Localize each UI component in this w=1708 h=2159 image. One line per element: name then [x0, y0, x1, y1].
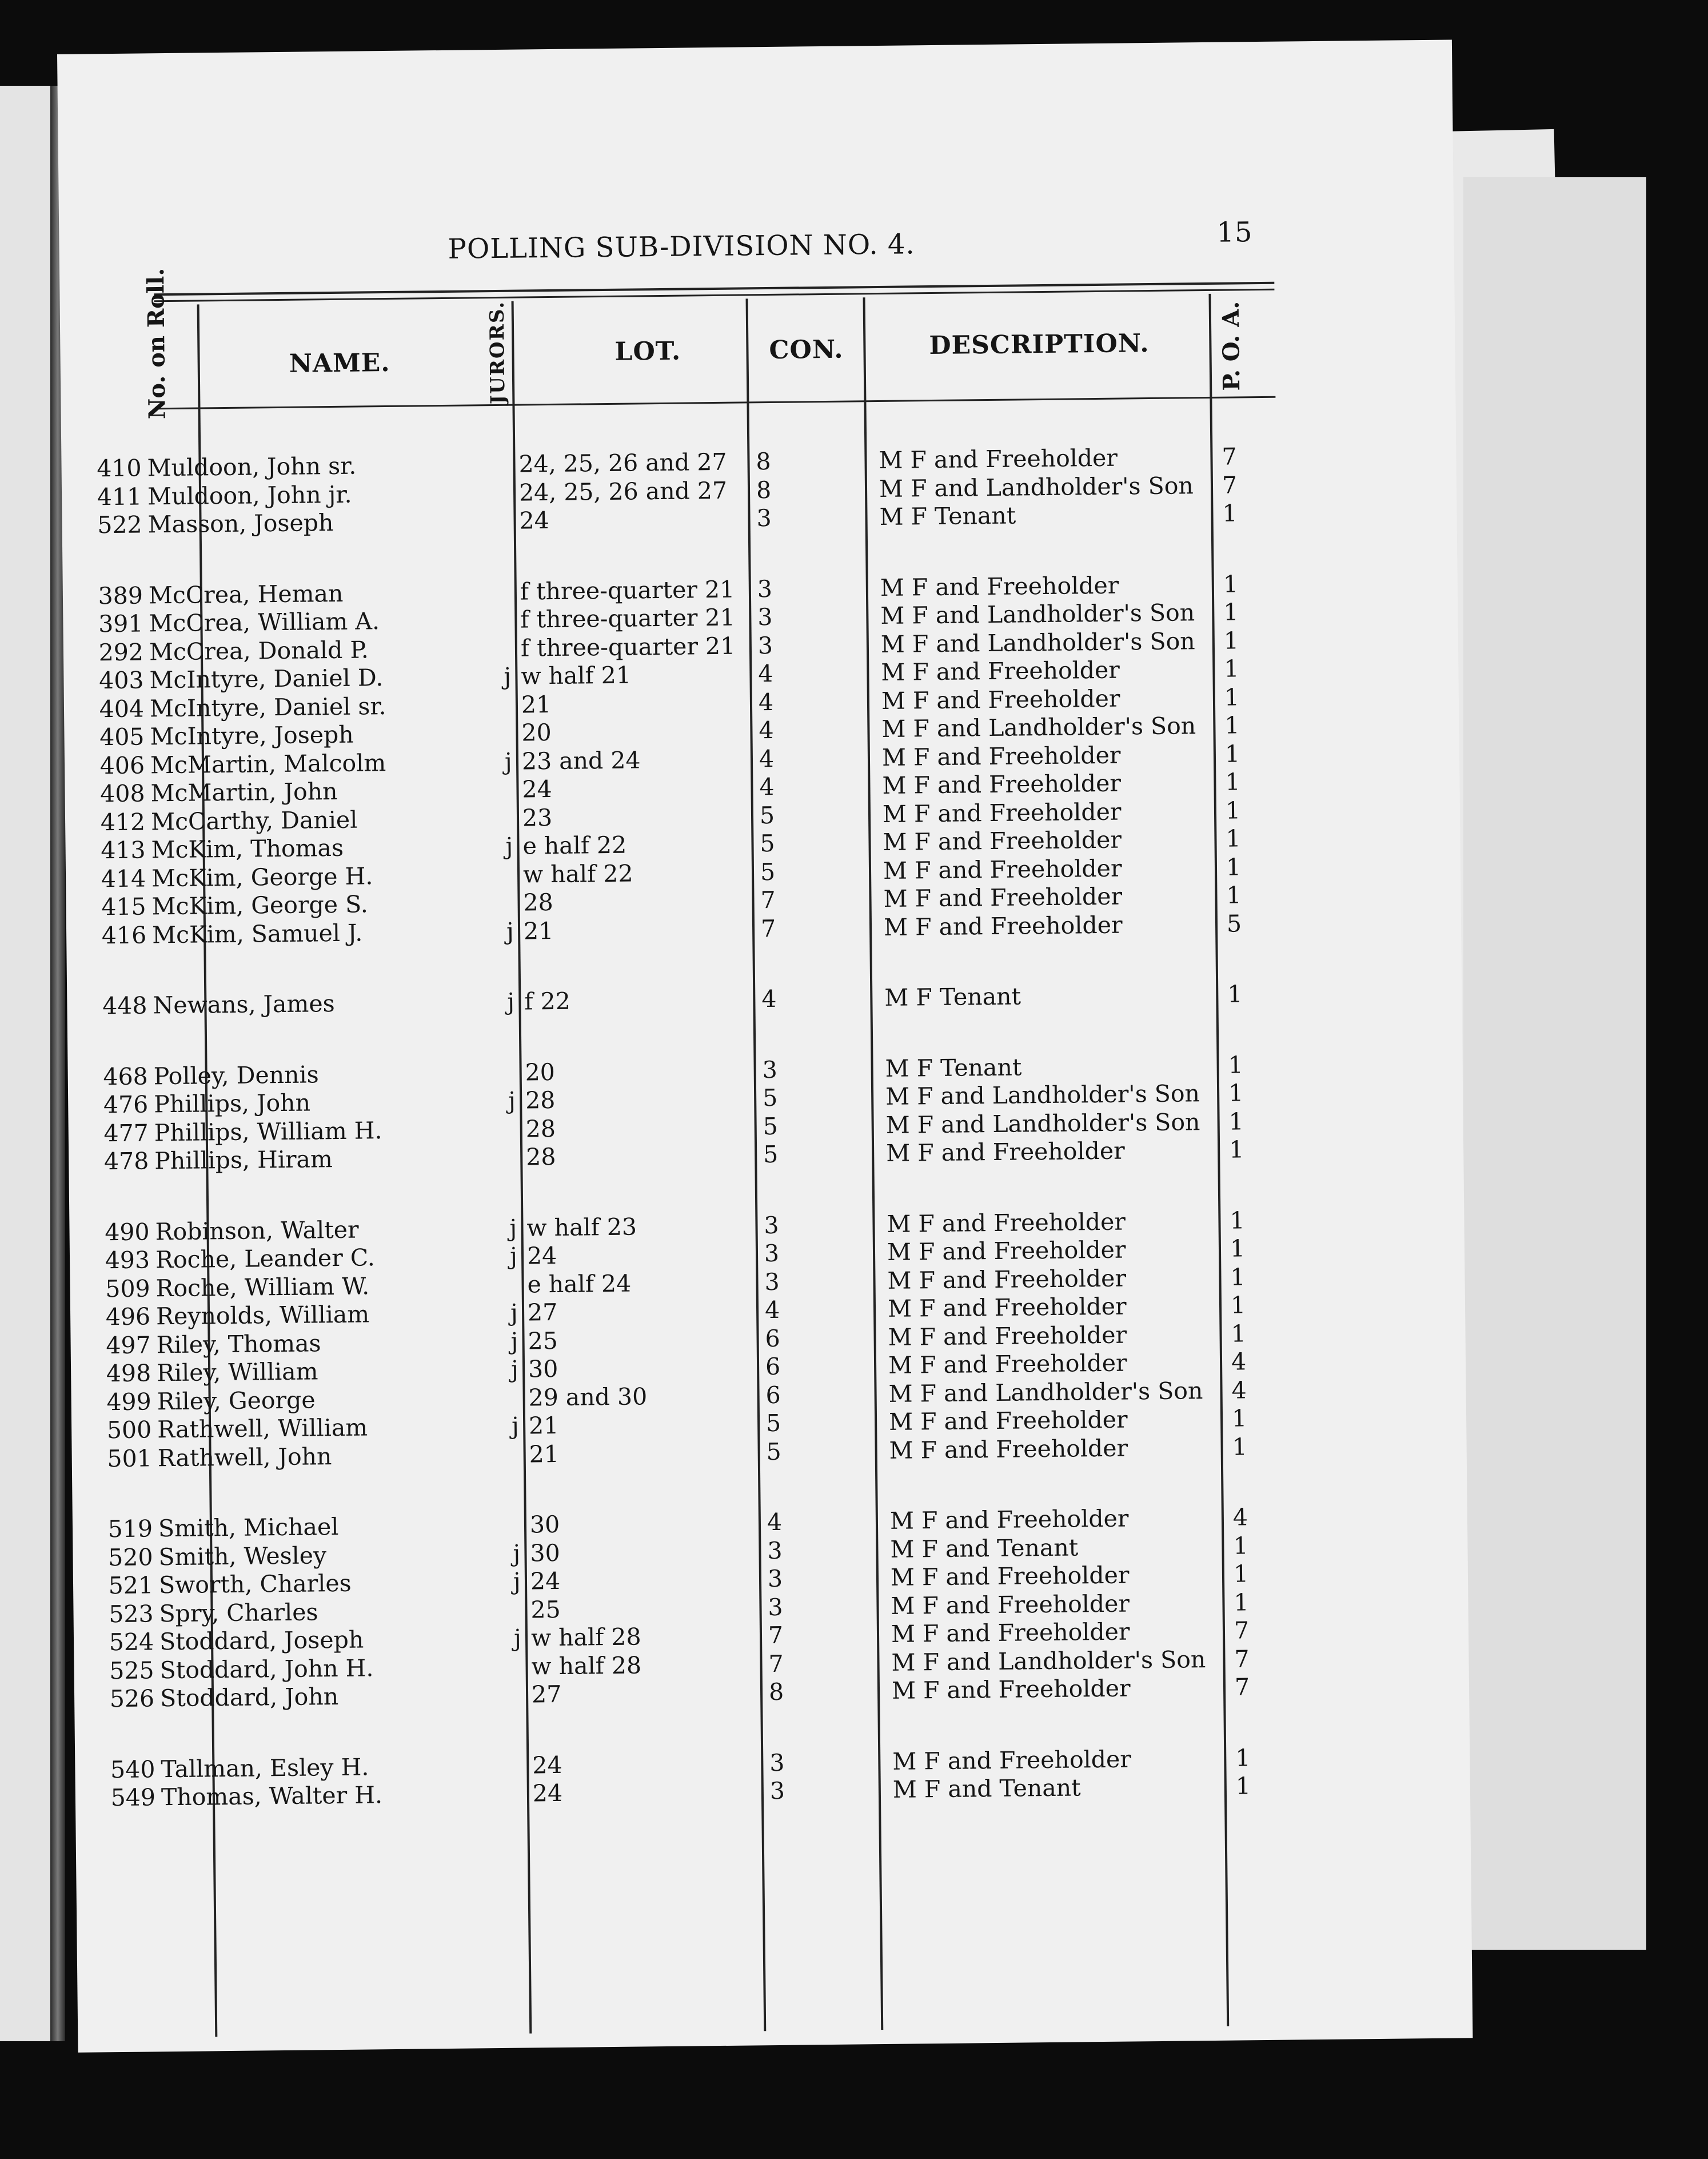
- lot: f three-quarter 21: [520, 575, 735, 606]
- roll-number: 523: [109, 1599, 154, 1628]
- roll-number: 524: [109, 1628, 154, 1656]
- concession: 5: [760, 829, 775, 858]
- description: M F and Freeholder: [888, 1321, 1127, 1351]
- poa: 1: [1228, 1136, 1244, 1164]
- juror-mark: j: [510, 1327, 518, 1355]
- concession: 3: [767, 1564, 783, 1593]
- roll-number: 526: [109, 1684, 155, 1713]
- poa: 1: [1226, 881, 1242, 909]
- roll-number: 412: [100, 807, 146, 836]
- voter-name: Stoddard, Joseph: [159, 1626, 364, 1656]
- description: M F and Freeholder: [883, 882, 1123, 913]
- poa: 7: [1234, 1673, 1250, 1701]
- roll-number: 497: [106, 1331, 151, 1359]
- document-page: [57, 39, 1472, 2052]
- poa: 7: [1222, 443, 1237, 471]
- roll-number: 501: [107, 1444, 152, 1472]
- lot: 24: [532, 1751, 562, 1779]
- voter-name: Rathwell, William: [157, 1413, 368, 1444]
- roll-number: 416: [101, 921, 147, 949]
- roll-number: 410: [97, 454, 142, 483]
- poa: 1: [1228, 1050, 1243, 1079]
- description: M F and Freeholder: [880, 571, 1119, 602]
- description: M F and Freeholder: [882, 769, 1122, 799]
- header-rule-bottom: [155, 396, 1275, 410]
- lot: 30: [528, 1355, 558, 1383]
- lot: 24: [519, 507, 550, 535]
- voter-name: Muldoon, John jr.: [147, 480, 352, 510]
- voter-name: McKim, George H.: [151, 862, 373, 892]
- juror-mark: j: [507, 987, 515, 1015]
- voter-name: McCrea, William A.: [149, 607, 380, 638]
- description: M F and Freeholder: [883, 854, 1122, 885]
- description: M F and Freeholder: [881, 741, 1121, 771]
- description: M F and Landholder's Son: [880, 627, 1195, 658]
- concession: 3: [757, 603, 773, 631]
- voter-name: McKim, George S.: [151, 890, 368, 921]
- poa: 1: [1223, 598, 1239, 626]
- poa: 1: [1233, 1560, 1249, 1588]
- description: M F and Landholder's Son: [879, 471, 1194, 503]
- description: M F and Freeholder: [891, 1674, 1131, 1704]
- voter-name: Rathwell, John: [157, 1442, 332, 1472]
- voter-name: Stoddard, John: [159, 1683, 339, 1712]
- voter-name: Riley, Thomas: [156, 1329, 321, 1359]
- lot: f 22: [524, 987, 571, 1015]
- description: M F and Landholder's Son: [891, 1645, 1206, 1676]
- voter-name: Reynolds, William: [155, 1300, 370, 1331]
- header-rule-top: [154, 282, 1274, 296]
- description: M F and Freeholder: [887, 1236, 1126, 1266]
- description: M F and Freeholder: [889, 1434, 1128, 1464]
- roll-number: 521: [108, 1571, 154, 1600]
- lot: w half 28: [531, 1651, 642, 1680]
- concession: 5: [760, 858, 776, 886]
- voter-name: Riley, William: [156, 1357, 318, 1387]
- lot: 24, 25, 26 and 27: [518, 448, 727, 478]
- concession: 7: [760, 886, 776, 914]
- lot: f three-quarter 21: [520, 632, 736, 662]
- voter-name: McKim, Samuel J.: [151, 918, 363, 949]
- concession: 4: [759, 744, 775, 772]
- column-header-poa: P. O. A.: [1217, 301, 1246, 391]
- poa: 1: [1224, 683, 1240, 711]
- poa: 1: [1233, 1531, 1248, 1560]
- lot: w half 28: [530, 1623, 641, 1652]
- header-rule-top-thin: [154, 289, 1275, 302]
- poa: 1: [1234, 1588, 1249, 1616]
- description: M F and Freeholder: [879, 444, 1118, 474]
- poa: 1: [1223, 569, 1239, 598]
- concession: 3: [764, 1211, 779, 1239]
- lot: 20: [525, 1058, 556, 1086]
- roll-number: 448: [102, 991, 147, 1020]
- concession: 8: [756, 476, 772, 504]
- voter-name: Sworth, Charles: [158, 1569, 352, 1599]
- poa: 1: [1228, 1079, 1244, 1107]
- roll-number: 476: [103, 1090, 149, 1119]
- poa: 7: [1234, 1644, 1250, 1673]
- juror-mark: j: [510, 1298, 518, 1327]
- page-number: 15: [1216, 216, 1253, 249]
- roll-number: 519: [107, 1515, 153, 1543]
- juror-mark: j: [504, 662, 512, 690]
- poa: 1: [1222, 499, 1238, 527]
- poa: 4: [1231, 1348, 1247, 1376]
- roll-number: 391: [98, 610, 143, 638]
- voter-name: Tallman, Esley H.: [161, 1752, 369, 1783]
- column-header-lot: LOT.: [614, 336, 681, 367]
- concession: 8: [768, 1678, 784, 1706]
- poa: 7: [1222, 471, 1238, 499]
- lot: 21: [528, 1411, 559, 1440]
- description: M F and Freeholder: [887, 1264, 1127, 1294]
- poa: 1: [1224, 711, 1240, 739]
- concession: 6: [765, 1352, 781, 1381]
- lot: 23: [522, 803, 553, 832]
- roll-number: 403: [98, 666, 144, 695]
- roll-number: 389: [98, 581, 143, 610]
- voter-name: Thomas, Walter H.: [161, 1781, 383, 1811]
- poa: 1: [1223, 626, 1239, 655]
- lot: w half 21: [521, 661, 632, 690]
- roll-number: 490: [105, 1217, 150, 1246]
- voter-name: Stoddard, John H.: [159, 1654, 374, 1684]
- lot: 30: [529, 1510, 560, 1539]
- description: M F and Freeholder: [890, 1561, 1130, 1591]
- lot: w half 22: [522, 859, 633, 889]
- roll-number: 520: [108, 1543, 153, 1571]
- description: M F and Freeholder: [881, 684, 1120, 715]
- page-title: POLLING SUB-DIVISION NO. 4.: [448, 228, 915, 265]
- poa: 1: [1226, 853, 1242, 881]
- concession: 3: [764, 1268, 780, 1296]
- description: M F and Freeholder: [885, 1137, 1125, 1167]
- poa: 4: [1232, 1503, 1248, 1531]
- roll-number: 415: [101, 893, 146, 921]
- description: M F and Freeholder: [887, 1292, 1127, 1323]
- juror-mark: j: [511, 1412, 520, 1440]
- poa: 1: [1228, 1107, 1244, 1136]
- juror-mark: j: [506, 917, 514, 945]
- description: M F and Freeholder: [882, 798, 1122, 828]
- voter-name: Roche, William W.: [155, 1272, 370, 1302]
- roll-number: 496: [105, 1302, 151, 1331]
- description: M F and Landholder's Son: [885, 1108, 1200, 1139]
- description: M F and Freeholder: [889, 1504, 1129, 1535]
- voter-name: Spry, Charles: [159, 1598, 318, 1627]
- column-header-jurors: JURORS.: [485, 300, 510, 405]
- voter-name: McMartin, Malcolm: [150, 748, 386, 779]
- roll-number: 468: [103, 1062, 148, 1090]
- poa: 7: [1234, 1616, 1250, 1644]
- voter-name: McIntyre, Daniel sr.: [149, 692, 386, 722]
- poa: 1: [1225, 796, 1241, 824]
- roll-number: 292: [98, 638, 144, 666]
- roll-number: 522: [97, 511, 142, 539]
- juror-mark: j: [513, 1624, 522, 1652]
- voter-name: Smith, Michael: [158, 1512, 339, 1543]
- concession: 7: [760, 914, 776, 942]
- lot: 24, 25, 26 and 27: [518, 476, 728, 507]
- concession: 3: [757, 575, 773, 603]
- roll-number: 525: [109, 1656, 154, 1684]
- concession: 5: [763, 1112, 779, 1140]
- roll-number: 413: [101, 836, 146, 865]
- juror-mark: j: [509, 1242, 518, 1270]
- roll-number: 540: [110, 1755, 155, 1783]
- poa: 1: [1227, 980, 1243, 1008]
- voter-name: Newans, James: [153, 990, 335, 1019]
- concession: 4: [764, 1296, 780, 1324]
- poa: 1: [1224, 655, 1239, 683]
- voter-name: Phillips, William H.: [154, 1116, 382, 1146]
- concession: 5: [759, 801, 775, 829]
- poa: 1: [1226, 824, 1241, 853]
- description: M F and Freeholder: [881, 656, 1120, 686]
- poa: 1: [1225, 768, 1240, 796]
- lot: 28: [523, 888, 554, 917]
- juror-mark: j: [505, 832, 513, 860]
- voter-name: Polley, Dennis: [153, 1060, 319, 1090]
- description: M F and Tenant: [890, 1533, 1079, 1563]
- description: M F and Freeholder: [888, 1405, 1128, 1436]
- roll-number: 414: [101, 864, 146, 893]
- roll-number: 408: [100, 779, 145, 808]
- voter-name: Smith, Wesley: [158, 1541, 327, 1571]
- roll-number: 500: [106, 1416, 152, 1444]
- concession: 5: [763, 1140, 779, 1169]
- description: M F and Freeholder: [892, 1744, 1132, 1775]
- concession: 5: [766, 1437, 782, 1465]
- poa: 1: [1230, 1206, 1245, 1234]
- juror-mark: j: [513, 1567, 521, 1595]
- concession: 3: [769, 1776, 785, 1805]
- column-header-no-on-roll: No. on Roll.: [142, 268, 171, 420]
- roll-number: 549: [110, 1783, 156, 1812]
- description: M F Tenant: [884, 982, 1021, 1011]
- voter-name: McCrea, Heman: [148, 579, 344, 609]
- column-header-description: DESCRIPTION.: [929, 329, 1150, 361]
- lot: 24: [522, 775, 552, 803]
- description: M F and Landholder's Son: [880, 599, 1195, 630]
- concession: 3: [767, 1536, 783, 1564]
- concession: 3: [756, 504, 772, 532]
- lot: 24: [532, 1779, 563, 1807]
- description: M F and Landholder's Son: [888, 1376, 1203, 1408]
- column-header-name: NAME.: [289, 348, 390, 379]
- voter-name: McIntyre, Daniel D.: [149, 664, 384, 694]
- description: M F and Freeholder: [888, 1349, 1127, 1379]
- concession: 4: [759, 772, 775, 801]
- juror-mark: j: [509, 1214, 517, 1242]
- voter-name: McCrea, Donald P.: [149, 635, 369, 666]
- lot: 28: [525, 1142, 556, 1171]
- column-header-con: CON.: [769, 334, 844, 365]
- voter-name: Masson, Joseph: [147, 508, 334, 539]
- roll-number: 499: [106, 1387, 151, 1416]
- lot: w half 23: [526, 1212, 637, 1242]
- lot: 20: [521, 719, 552, 747]
- lot: 21: [523, 917, 554, 945]
- poa: 1: [1231, 1319, 1246, 1348]
- lot: 30: [530, 1539, 560, 1567]
- voter-name: Robinson, Walter: [155, 1216, 359, 1245]
- roll-number: 405: [99, 723, 145, 751]
- description: M F and Landholder's Son: [885, 1080, 1200, 1110]
- description: M F and Landholder's Son: [881, 712, 1196, 743]
- poa: 1: [1232, 1432, 1247, 1461]
- roll-number: 478: [103, 1147, 149, 1176]
- description: M F Tenant: [885, 1053, 1022, 1082]
- concession: 3: [769, 1748, 785, 1776]
- description: M F and Freeholder: [891, 1618, 1130, 1648]
- lot: 24: [530, 1567, 561, 1595]
- poa: 1: [1235, 1743, 1251, 1772]
- voter-name: McIntyre, Joseph: [150, 720, 354, 751]
- description: M F and Freeholder: [891, 1590, 1130, 1620]
- background-page: [1463, 177, 1646, 1950]
- voter-name: Roche, Leander C.: [155, 1244, 376, 1274]
- poa: 4: [1231, 1376, 1247, 1404]
- lot: 25: [530, 1595, 561, 1623]
- table-row: [67, 977, 1462, 1021]
- lot: 28: [525, 1086, 556, 1114]
- lot: e half 24: [527, 1269, 632, 1298]
- concession: 5: [762, 1084, 778, 1112]
- concession: 6: [765, 1381, 781, 1409]
- poa: 1: [1224, 739, 1240, 768]
- concession: 4: [758, 688, 774, 716]
- juror-mark: j: [504, 747, 512, 775]
- concession: 4: [767, 1508, 783, 1536]
- lot: 28: [525, 1114, 556, 1143]
- description: M F and Freeholder: [887, 1208, 1126, 1238]
- concession: 8: [756, 447, 771, 476]
- concession: 7: [768, 1650, 784, 1678]
- roll-number: 509: [105, 1274, 150, 1302]
- description: M F Tenant: [879, 501, 1016, 531]
- voter-name: McMartin, John: [150, 777, 338, 807]
- concession: 3: [757, 631, 773, 659]
- roll-number: 498: [106, 1359, 151, 1388]
- voter-name: Phillips, Hiram: [154, 1145, 333, 1175]
- facing-page-edge: [0, 86, 54, 2041]
- description: M F and Tenant: [892, 1774, 1081, 1803]
- concession: 3: [764, 1239, 780, 1268]
- lot: 21: [529, 1440, 560, 1468]
- voter-name: McKim, Thomas: [151, 834, 344, 864]
- concession: 4: [759, 716, 774, 744]
- poa: 1: [1230, 1234, 1246, 1262]
- concession: 7: [768, 1621, 784, 1650]
- concession: 4: [758, 659, 773, 688]
- roll-number: 406: [99, 751, 145, 779]
- voter-name: McCarthy, Daniel: [150, 806, 358, 835]
- poa: 1: [1231, 1404, 1247, 1432]
- voter-name: Muldoon, John sr.: [147, 452, 357, 482]
- concession: 5: [765, 1409, 781, 1437]
- poa: 1: [1235, 1772, 1251, 1800]
- lot: 21: [521, 690, 552, 719]
- lot: e half 22: [522, 831, 627, 860]
- roll-number: 411: [97, 482, 142, 511]
- description: M F and Freeholder: [883, 911, 1123, 941]
- juror-mark: j: [508, 1086, 516, 1114]
- juror-mark: j: [510, 1355, 519, 1383]
- voter-name: Phillips, John: [153, 1089, 311, 1118]
- poa: 1: [1230, 1262, 1246, 1291]
- juror-mark: j: [513, 1539, 521, 1567]
- voter-name: Riley, George: [157, 1385, 316, 1415]
- poa: 5: [1226, 909, 1242, 938]
- roll-number: 493: [105, 1246, 150, 1274]
- lot: 23 and 24: [521, 746, 641, 775]
- roll-number: 404: [99, 694, 145, 723]
- concession: 3: [768, 1593, 783, 1621]
- lot: 29 and 30: [528, 1382, 648, 1411]
- lot: 27: [531, 1680, 562, 1708]
- poa: 1: [1230, 1291, 1246, 1319]
- lot: 25: [528, 1327, 558, 1355]
- roll-number: 477: [103, 1118, 149, 1147]
- concession: 3: [762, 1055, 778, 1084]
- lot: f three-quarter 21: [520, 603, 735, 634]
- lot: 24: [526, 1241, 557, 1270]
- lot: 27: [527, 1298, 558, 1327]
- concession: 6: [765, 1324, 780, 1352]
- description: M F and Freeholder: [883, 826, 1122, 856]
- concession: 4: [761, 985, 777, 1013]
